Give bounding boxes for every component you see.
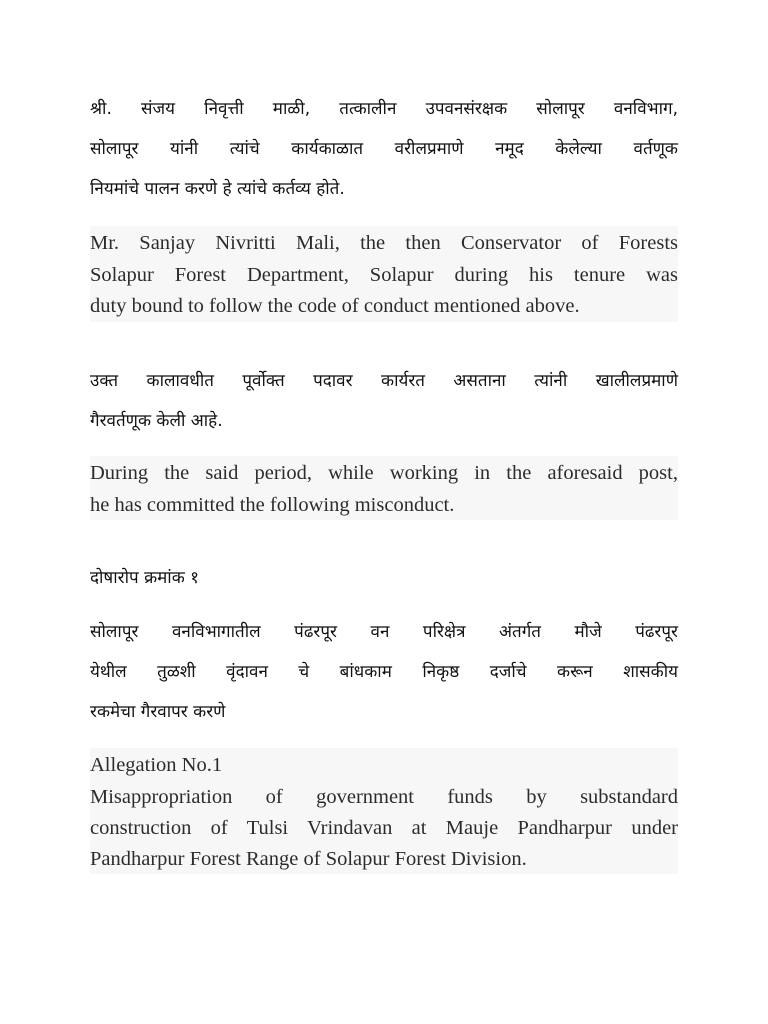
allegation-english bbox=[90, 748, 678, 874]
para2-english bbox=[90, 456, 678, 520]
para1-english-line-2: Solapur Forest Department, Solapur during his tenure was bbox=[90, 264, 678, 286]
para1-english-line-3: duty bound to follow the code of conduct mentioned above. bbox=[90, 295, 580, 317]
allegation-marathi-line-1: सोलापूर वनविभागातील पंढरपूर वन परिक्षेत्र अंतर्गत मौजे पंढरपूर bbox=[90, 622, 678, 642]
para1-marathi-line-1: श्री. संजय निवृत्ती माळी, तत्कालीन उपवनसंरक्षक सोलापूर वनविभाग, bbox=[90, 99, 678, 119]
allegation-english-line-1: Misappropriation of government funds by substandard bbox=[90, 786, 678, 808]
para2-english-line-1: During the said period, while working in the aforesaid post, bbox=[90, 462, 678, 484]
para1-marathi-line-2: सोलापूर यांनी त्यांचे कार्यकाळात वरीलप्रमाणे नमूद केलेल्या वर्तणूक bbox=[90, 139, 678, 159]
para1-marathi-line-3: नियमांचे पालन करणे हे त्यांचे कर्तव्य होते. bbox=[90, 179, 345, 199]
allegation-english-title: Allegation No.1 bbox=[90, 754, 223, 776]
para1-marathi bbox=[90, 97, 678, 207]
allegation-english-line-3: Pandharpur Forest Range of Solapur Forest Division. bbox=[90, 848, 527, 870]
allegation-english-line-2: construction of Tulsi Vrindavan at Mauje Pandharpur under bbox=[90, 817, 678, 839]
para2-marathi bbox=[90, 369, 678, 439]
allegation-marathi bbox=[90, 620, 678, 730]
allegation-heading-marathi-text: दोषारोप क्रमांक १ bbox=[90, 568, 199, 588]
allegation-marathi-line-2: येथील तुळशी वृंदावन चे बांधकाम निकृष्ठ दर्जाचे करून शासकीय bbox=[90, 662, 678, 682]
allegation-marathi-line-3: रकमेचा गैरवापर करणे bbox=[90, 702, 226, 722]
para2-english-line-2: he has committed the following misconduct. bbox=[90, 494, 455, 516]
allegation-heading-marathi bbox=[90, 566, 678, 592]
para1-english-line-1: Mr. Sanjay Nivritti Mali, the then Conservator of Forests bbox=[90, 232, 678, 254]
para1-english bbox=[90, 226, 678, 322]
para2-marathi-line-2: गैरवर्तणूक केली आहे. bbox=[90, 411, 223, 431]
para2-marathi-line-1: उक्त कालावधीत पूर्वोक्त पदावर कार्यरत असताना त्यांनी खालीलप्रमाणे bbox=[90, 371, 678, 391]
